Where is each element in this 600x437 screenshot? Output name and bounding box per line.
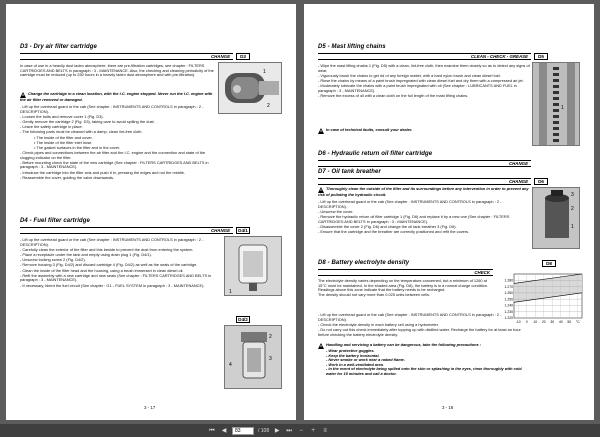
viewer-toolbar [0, 424, 600, 437]
x-tick-label: 50 [567, 320, 572, 324]
list-item: - Check pipes and connections between the air filter and the I.C. engine and the connection and state of the clogging indicator on the filter. [20, 150, 206, 160]
d7-badge: D6 [534, 178, 548, 185]
d8-warning-line: - Keep the battery horizontal. [326, 352, 380, 358]
x-tick-label: 40 [558, 320, 563, 324]
list-item: - Introduce the cartridge into the filter axis and push it in, pressing the edges and not the middle. [20, 169, 186, 175]
list-item: - Refit the assembly with a new cartridge and new seals (See chapter : FILTERS CARTRIDGES AND BELTS in paragraph : 3 - MAINTENANCE). [20, 272, 212, 283]
svg-text:2: 2 [267, 103, 270, 109]
svg-text:1: 1 [229, 289, 232, 295]
d8-warning-line: Handling and servicing a battery can be dangerous, take the following precautions : [326, 342, 482, 347]
x-tick-label: 10 [533, 320, 538, 324]
list-item: - If necessary, bleed the fuel circuit (See chapter : G1 - FUEL SYSTEM in paragraph : 3 - MAINTENANCE). [20, 282, 205, 288]
d5-title: D5 - Mast lifting chains [318, 44, 386, 50]
d5-steps [318, 64, 530, 99]
svg-text:4: 4 [229, 362, 232, 368]
y-tick-label: 1.230 [504, 309, 513, 314]
mast-chain-illustration [533, 63, 580, 146]
list-item: - Vigorously brush the chains to get rid of any foreign matter, with a hard nylon brush and clean diesel fuel. [318, 72, 501, 78]
d3-paragraph: In case of use in a heavily dust laden atmosphere, there are pre-filtration cartridges, see chapter : FILTERS CARTRIDGES AND BELTS in paragraph : 3 - MAINTENANCE. Also, the checking and cleaning periodicity of the cartridge must be reduced (up to 250 hours in a heavily laden dust atmosphere and with pre-filtration). [20, 63, 214, 78]
d8-warning-line: - Never smoke or work near a naked flame. [326, 357, 405, 363]
y-tick-label: 1.220 [504, 316, 513, 321]
list-item: - Disassemble the cover 2 (Fig. D6) and change the oil tank breather 3 (Fig. D6). [318, 223, 457, 229]
d8-warning-line: - In the event of electrolyte being spilled onto the skin or splashing in the eyes, rinse thoroughly with cold water for 15 minutes and call a doctor. [326, 366, 522, 376]
svg-text:1: 1 [263, 69, 266, 75]
list-item: - Do not carry out this check immediately after topping up with distilled water. Recharge the battery for at least an hour before checking the battery electrolyte density. [318, 326, 521, 337]
svg-text:3: 3 [571, 192, 574, 198]
list-item: - Check the electrolyte density in each battery cell using a hydrometer. [318, 321, 439, 327]
list-item: • The gasket surfaces in the filter and in the cover. [34, 144, 121, 150]
list-item: - Lift up the overhead guard or the cab (See chapter : INSTRUMENTS AND CONTROLS in paragraph : 2 - DESCRIPTION). [20, 237, 204, 247]
prev-page-icon[interactable]: ◀ [221, 427, 227, 434]
next-page-icon[interactable]: ▶ [274, 427, 280, 434]
list-item: - Before mounting check the state of the new cartridge (See chapter : FILTERS CARTRIDGES AND BELTS in paragraph : 3 - MAINTENANCE). [20, 159, 209, 170]
x-tick-label: 30 [550, 320, 555, 324]
d7-bar: CHANGE [318, 178, 531, 185]
list-item: - Leave the safety cartridge in place. [20, 124, 83, 130]
d7-warning-text: Thoroughly clean the outside of the filter and its surroundings before any intervention in order to prevent any risk of polluting the hydraulic circuit. [318, 186, 529, 197]
y-tick-label: 1.260 [504, 291, 513, 296]
svg-text:1: 1 [561, 105, 564, 111]
page-input[interactable]: 83 [232, 427, 254, 435]
list-item: - Remove housing 3 (Fig. D4/2) and discard cartridge 4 (Fig. D4/2) as well as the seals of the cartridge. [20, 262, 198, 268]
list-item: - Unscrew locking screw 2 (Fig. D4/2). [20, 257, 86, 263]
d4-bar: CHANGE [20, 227, 233, 234]
left-page [6, 4, 296, 420]
d7-title: D7 - Oil tank breather [318, 169, 381, 175]
d4-photo-1 [224, 236, 282, 296]
first-page-icon[interactable]: ⏮ [209, 427, 215, 434]
x-tick-label: -10 [515, 320, 521, 324]
list-item: - Lift up the overhead guard or the cab (See chapter : INSTRUMENTS AND CONTROLS in paragraph : 2 - DESCRIPTION). [318, 312, 502, 322]
x-tick-label: °C [575, 320, 580, 324]
list-item: - The following parts must be cleaned with a damp, clean lint-free cloth. [20, 129, 143, 135]
d8-text [318, 279, 494, 299]
d4-title: D4 - Fuel filter cartridge [20, 218, 90, 224]
air-filter-illustration [219, 63, 282, 114]
right-page [304, 4, 594, 420]
page-number: 3 - 18 [442, 405, 454, 410]
list-item: - Clean the inside of the filter head and the housing, using a brush immersed in clean diesel oil. [20, 267, 184, 273]
d8-warning [318, 343, 530, 377]
x-tick-label: 20 [541, 320, 546, 324]
hydraulic-filter-illustration [533, 188, 580, 249]
y-tick-label: 1.250 [504, 297, 513, 302]
d8-steps [318, 313, 530, 338]
d5-warning [318, 128, 530, 134]
d8-warning-line: - Work in a well-ventilated area. [326, 361, 384, 367]
d7-steps [318, 200, 530, 235]
list-item: - Place a receptacle under the tank and empty using drain plug 1 (Fig. D4/1). [20, 251, 152, 257]
svg-text:2: 2 [269, 334, 272, 340]
d3-title: D3 - Dry air filter cartridge [20, 44, 97, 50]
list-item: - Wipe the mast lifting chains 1 (Fig. D5) with a clean, lint-free cloth, then examine them closely so as to detect any signs of wear. [318, 63, 530, 73]
d4-badge-2: D4/2 [236, 316, 250, 323]
total-pages: / 108 [258, 427, 270, 434]
d4-photo-2 [224, 325, 282, 389]
list-item: - Reassemble the cover, guiding the valve downwards. [20, 174, 115, 180]
d8-title: D8 - Battery electrolyte density [318, 260, 410, 266]
d3-steps [20, 105, 216, 181]
d8-paragraph: The density should not vary more than 0.025 units between cells. [318, 292, 431, 298]
warning-icon [318, 343, 324, 349]
list-item: - Gently remove the cartridge 2 (Fig. D3), taking care to avoid spilling the dust. [20, 118, 155, 124]
x-tick-label: 0 [525, 320, 528, 324]
d6-title: D6 - Hydraulic return oil filter cartridge [318, 151, 433, 157]
d7-warning [318, 187, 530, 198]
warning-icon [318, 128, 324, 134]
page-number: 3 - 17 [144, 405, 156, 410]
d5-photo [532, 62, 580, 146]
list-item: • The inside of the filter inlet hose. [34, 139, 93, 145]
menu-icon[interactable]: ≡ [323, 427, 327, 434]
list-item: - Moderately lubricate the chains with a paint brush impregnated with oil (See chapter : LUBRICANTS AND FUEL in paragraph : 3 - MAINTENANCE). [318, 83, 517, 93]
d5-bar: CLEAN - CHECK - GREASE [318, 53, 531, 60]
list-item: - Lift up the overhead guard or the cab (See chapter : INSTRUMENTS AND CONTROLS in paragraph : 2 - DESCRIPTION). [318, 199, 502, 209]
d3-warning [20, 92, 216, 103]
zoom-in-icon[interactable]: + [311, 427, 315, 434]
y-tick-label: 1.270 [504, 284, 513, 289]
list-item: - Rinse the chains by means of a paint brush impregnated with clean diesel fuel and dry them with a compressed air jet. [318, 77, 524, 83]
d3-photo [218, 62, 282, 114]
svg-text:1: 1 [571, 224, 574, 230]
d3-warning-text: Change the cartridge in a clean location, with the I.C. engine stopped. Never run the I.C. engine with the air filter removed or damaged. [20, 91, 213, 102]
svg-text:2: 2 [571, 206, 574, 212]
d4-steps [20, 238, 220, 289]
d8-bar: CHECK [318, 269, 493, 276]
d8-paragraph: The electrolyte density varies depending on the temperature concerned, but a minimum of 1260 at 15°C must be maintained. In the shaded area (Fig. D8), the battery is in a normal charge condition. Readings above this zone indicate that the battery needs to be recharged. [318, 278, 489, 293]
fuel-filter-illustration [225, 237, 282, 296]
d3-badge: D3 [236, 53, 250, 60]
d5-badge: D5 [534, 53, 548, 60]
zoom-out-icon[interactable]: − [299, 427, 303, 434]
d3-bar: CHANGE [20, 53, 233, 60]
list-item: - Ensure that the cartridge and the breather are correctly positioned and refit the covers. [318, 228, 470, 234]
y-tick-label: 1.240 [504, 303, 513, 308]
last-page-icon[interactable]: ⏭ [286, 427, 292, 434]
svg-text:3: 3 [269, 356, 272, 362]
list-item: - Carefully clean the exterior of the filter and this beside to prevent the dust from entering the system. [20, 246, 194, 252]
list-item: - Remove the excess of oil with a clean cloth on the full length of the mast lifting chains. [318, 92, 469, 98]
d8-warning-line: - Wear protective goggles. [326, 348, 375, 353]
fuel-filter-housing-illustration [225, 326, 282, 389]
list-item: - Lift up the overhead guard or the cab (See chapter : INSTRUMENTS AND CONTROLS in paragraph : 2 - DESCRIPTION). [20, 104, 204, 114]
list-item: - Loosen the bolts and remove cover 1 (Fig. D3). [20, 113, 104, 119]
d4-badge-1: D4/1 [236, 227, 250, 234]
list-item: • The inside of the filter and cover. [34, 134, 93, 140]
d6-photo [532, 187, 580, 249]
list-item: - Unscrew the cover. [318, 208, 354, 214]
d6-bar: CHANGE [318, 160, 531, 167]
y-tick-label: 1.280 [504, 278, 513, 283]
list-item: - Remove the hydraulic return oil filter cartridge 1 (Fig. D6) and replace it by a new one (See chapter : FILTERS CARTRIDGES AND BELTS in paragraph : 3 - MAINTENANCE). [318, 213, 510, 224]
d8-badge: D8 [542, 260, 556, 267]
d5-warning-text: In case of technical faults, consult your dealer. [326, 127, 413, 132]
